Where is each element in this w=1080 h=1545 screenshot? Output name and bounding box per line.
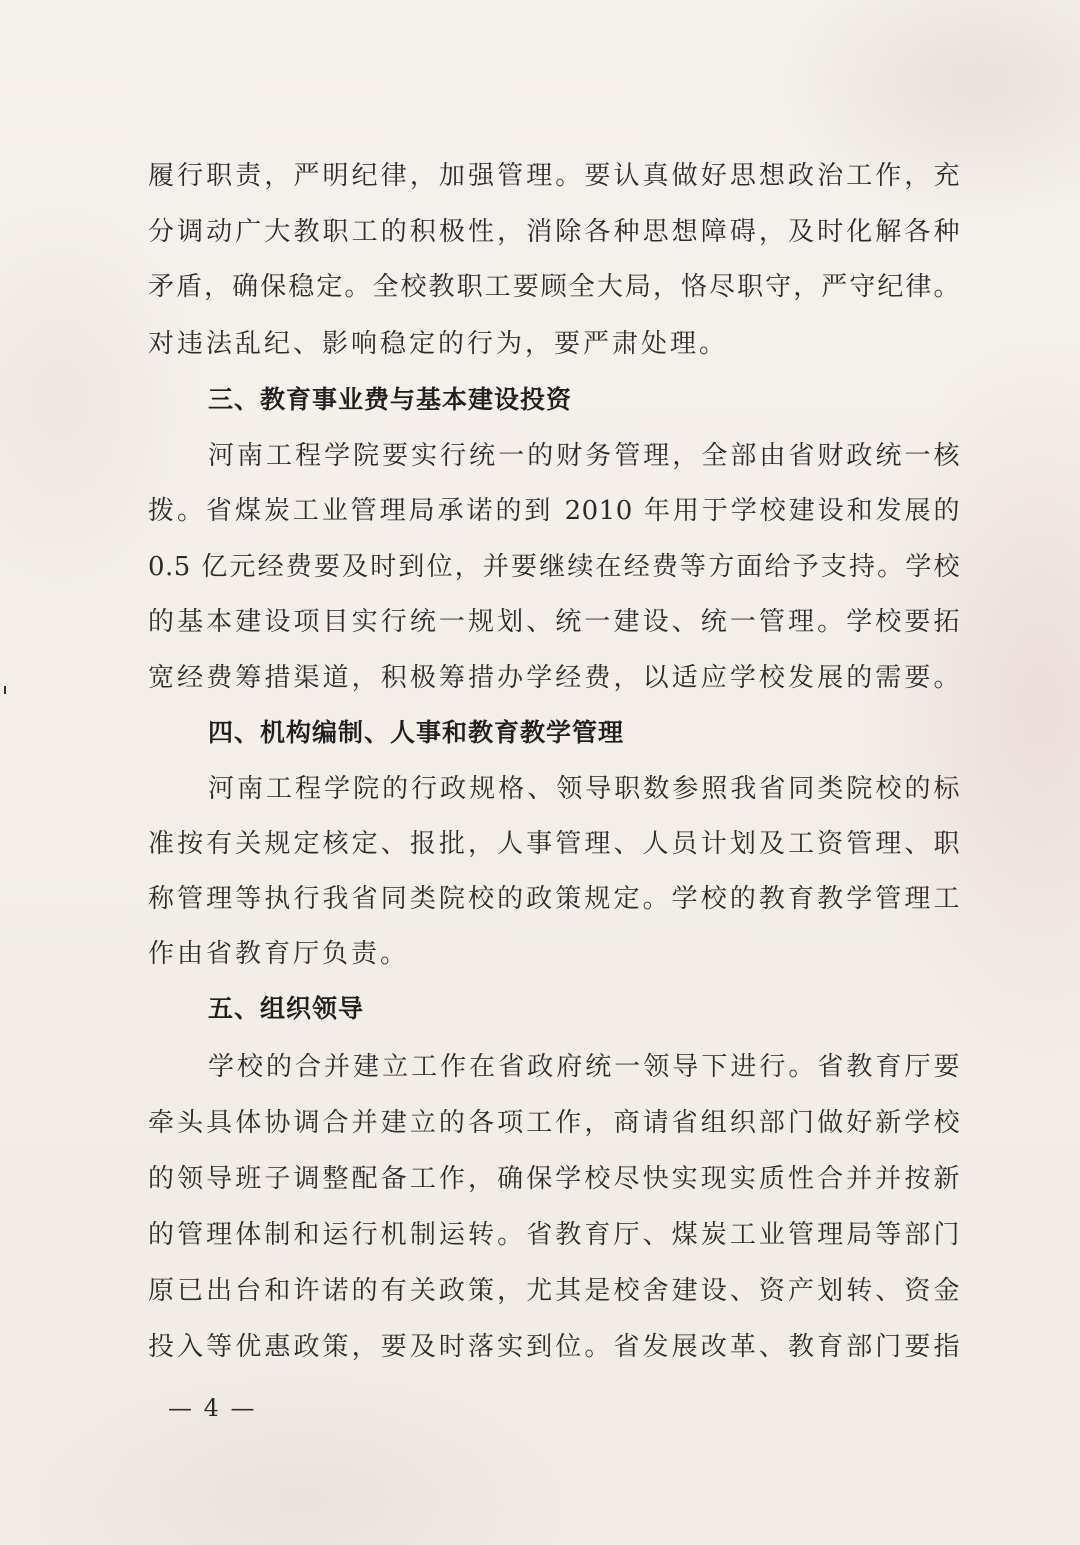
body-line: 的基本建设项目实行统一规划、统一建设、统一管理。学校要拓 bbox=[148, 607, 960, 637]
body-line: 的领导班子调整配备工作，确保学校尽快实现实质性合并并按新 bbox=[148, 1164, 960, 1194]
body-line: 河南工程学院要实行统一的财务管理，全部由省财政统一核 bbox=[208, 441, 960, 471]
body-line: 宽经费筹措渠道，积极筹措办学经费，以适应学校发展的需要。 bbox=[148, 663, 960, 693]
body-line: 原已出台和许诺的有关政策，尤其是校舍建设、资产划转、资金 bbox=[148, 1276, 960, 1306]
body-line: 矛盾，确保稳定。全校教职工要顾全大局，恪尽职守，严守纪律。 bbox=[148, 272, 960, 302]
body-line: 河南工程学院的行政规格、领导职数参照我省同类院校的标 bbox=[208, 774, 960, 804]
body-line: 的管理体制和运行机制运转。省教育厅、煤炭工业管理局等部门 bbox=[148, 1220, 960, 1250]
body-line: 履行职责，严明纪律，加强管理。要认真做好思想政治工作，充 bbox=[148, 161, 960, 191]
body-line: 对违法乱纪、影响稳定的行为，要严肃处理。 bbox=[148, 329, 729, 359]
body-line: 投入等优惠政策，要及时落实到位。省发展改革、教育部门要指 bbox=[148, 1332, 960, 1362]
body-line: 作由省教育厅负责。 bbox=[148, 939, 410, 969]
section-heading-4: 四、机构编制、人事和教育教学管理 bbox=[208, 718, 625, 747]
margin-mark bbox=[4, 686, 6, 694]
body-line: 学校的合并建立工作在省政府统一领导下进行。省教育厅要 bbox=[208, 1052, 960, 1082]
section-heading-5: 五、组织领导 bbox=[208, 994, 365, 1023]
body-line: 0.5 亿元经费要及时到位，并要继续在经费等方面给予支持。学校 bbox=[148, 552, 960, 582]
body-line: 牵头具体协调合并建立的各项工作，商请省组织部门做好新学校 bbox=[148, 1108, 960, 1138]
body-line: 分调动广大教职工的积极性，消除各种思想障碍，及时化解各种 bbox=[148, 217, 960, 247]
body-line: 拨。省煤炭工业管理局承诺的到 2010 年用于学校建设和发展的 bbox=[148, 496, 960, 526]
page-number: — 4 — bbox=[168, 1394, 257, 1422]
section-heading-3: 三、教育事业费与基本建设投资 bbox=[208, 385, 573, 414]
body-line: 称管理等执行我省同类院校的政策规定。学校的教育教学管理工 bbox=[148, 884, 960, 914]
body-line: 准按有关规定核定、报批，人事管理、人员计划及工资管理、职 bbox=[148, 829, 960, 859]
